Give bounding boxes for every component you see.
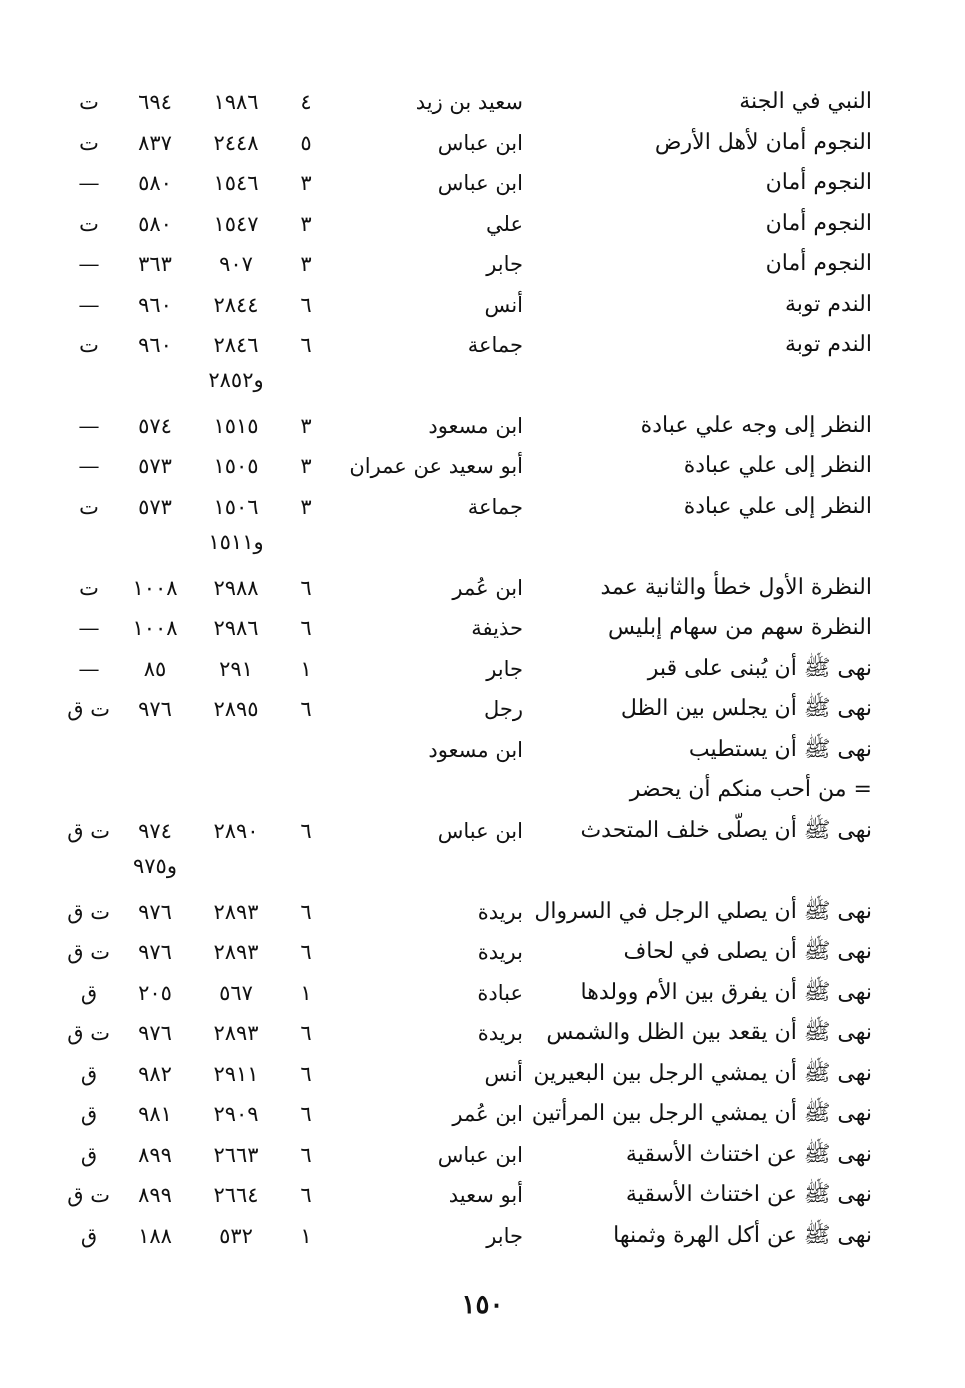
source-mark: — [78,657,100,681]
hadith-number: ٢٦٦٤ [213,1183,259,1207]
volume-number: ٦ [300,616,312,640]
index-row [0,123,965,163]
source-mark: — [78,616,100,640]
source-mark: — [78,252,100,276]
index-row [0,811,965,851]
volume-number [293,846,319,886]
topic-text: النظر إلى وجه علي عبادة [640,413,872,438]
hadith-number [200,730,272,770]
topic-text: نهى ﷺ أن يمشي الرجل بين المرأتين [531,1101,872,1126]
source-mark: ت [79,90,99,114]
page-reference: ٩٦٠ [138,333,172,357]
topic-text: نهى ﷺ أن يستطيب [688,737,872,762]
narrator-name: سعيد بن زيد [415,90,523,114]
index-row [0,244,965,284]
volume-number: ١ [300,981,312,1005]
volume-number: ٦ [300,940,312,964]
narrator-name: أبو سعيد عن عمران [349,454,523,478]
narrator-name: علي [486,212,523,236]
source-mark: — [78,293,100,317]
topic-text: النجوم أمان [765,251,872,276]
volume-number [293,730,319,770]
narrator-name: أنس [484,293,523,317]
source-mark: ت [79,212,99,236]
narrator-name: جماعة [467,495,523,519]
hadith-number: ٢٨٩٥ [213,697,259,721]
hadith-number: ٢٨٤٦ [213,333,259,357]
page-reference: ٩٦٠ [138,293,172,317]
volume-number: ٦ [300,1183,312,1207]
index-row [0,892,965,932]
source-mark: ق [80,1224,98,1248]
narrator-name: بريدة [477,1021,523,1045]
topic-text: نهى ﷺ أن يُبنى على قبر [647,656,872,681]
topic-text: نهى ﷺ أن يصلّى خلف المتحدث [580,818,872,843]
source-mark: ت ق [67,900,110,924]
narrator-name: جماعة [467,333,523,357]
hadith-number: ٢٨٤٤ [213,293,259,317]
index-row [0,730,965,770]
topic-text: النظر إلى علي عبادة [683,494,872,519]
page-reference: و٩٧٥ [133,854,177,878]
volume-number: ٣ [300,495,312,519]
page-reference: ٨٥ [143,657,167,681]
source-mark: — [78,414,100,438]
topic-text: النجوم أمان [765,211,872,236]
page-reference: ٩٧٤ [138,819,172,843]
source-mark [68,770,110,810]
source-mark: ق [80,981,98,1005]
index-row [0,846,965,886]
source-mark: ت [79,495,99,519]
page-reference: ٩٧٦ [138,900,172,924]
index-row [0,608,965,648]
volume-number [293,360,319,400]
source-mark [68,730,110,770]
narrator-name: رجل [483,697,523,721]
page-reference: ٥٧٣ [138,454,172,478]
page-reference: ٥٧٤ [138,414,172,438]
page-reference: ٨٩٩ [138,1143,172,1167]
source-mark: — [78,454,100,478]
page-number: ١٥٠ [461,1290,504,1320]
volume-number: ٣ [300,454,312,478]
volume-number: ٦ [300,697,312,721]
volume-number: ٦ [300,293,312,317]
index-row [0,446,965,486]
index-row [0,487,965,527]
page-reference: ٩٨٢ [138,1062,172,1086]
topic-text: النجوم أمان [765,170,872,195]
volume-number: ٦ [300,819,312,843]
narrator-name: أبو سعيد [448,1183,523,1207]
page-reference [120,360,190,400]
topic-text: النظرة الأول خطأ والثانية عمد [600,575,872,600]
hadith-number: ٩٠٧ [219,252,253,276]
page-reference: ٨٣٧ [138,131,172,155]
source-mark: ت ق [67,1183,110,1207]
index-row [0,1175,965,1215]
topic-text: نهى ﷺ أن يفرق بين الأم وولدها [580,980,872,1005]
narrator-name: ابن عُمر [452,1102,523,1126]
narrator-name: ابن عباس [437,171,523,195]
topic-text: النبي في الجنة [739,89,872,114]
source-mark: ت [79,576,99,600]
volume-number [293,770,319,810]
page-reference: ٩٧٦ [138,697,172,721]
volume-number: ٣ [300,414,312,438]
index-row [0,973,965,1013]
index-row [0,1094,965,1134]
narrator-name: حذيفة [471,616,523,640]
source-mark: ت [79,333,99,357]
topic-text: نهى ﷺ عن اختناث الأسقية [625,1142,872,1167]
topic-text: الندم توبة [784,292,872,317]
topic-text: نهى ﷺ عن اختناث الأسقية [625,1182,872,1207]
source-mark: ق [80,1102,98,1126]
narrator-name: ابن عباس [437,131,523,155]
hadith-number: ٢٩٨٦ [213,616,259,640]
volume-number: ٦ [300,1102,312,1126]
hadith-number: ٥٣٢ [219,1224,253,1248]
source-mark: — [78,171,100,195]
index-row [0,1013,965,1053]
page-reference: ٥٨٠ [138,171,172,195]
index-row [0,285,965,325]
hadith-number: ١٥٠٥ [213,454,259,478]
page-reference: ٩٧٦ [138,1021,172,1045]
hadith-number: ٢٩٠٩ [213,1102,259,1126]
topic-text: = من أحب منكم أن يحضر [629,777,872,802]
page-reference: ٢٠٥ [138,981,172,1005]
volume-number: ٦ [300,576,312,600]
source-mark: ت ق [67,940,110,964]
index-row [0,163,965,203]
volume-number [293,522,319,562]
index-row [0,689,965,729]
volume-number: ٤ [300,90,312,114]
source-mark [68,846,110,886]
index-row [0,1135,965,1175]
topic-text: نهى ﷺ أن يصلى في لحاف [623,939,872,964]
page-reference: ١٨٨ [138,1224,172,1248]
narrator-name: ابن مسعود [428,738,523,762]
volume-number: ٦ [300,1021,312,1045]
source-mark: ت [79,131,99,155]
volume-number: ١ [300,1224,312,1248]
source-mark: ت ق [67,1021,110,1045]
hadith-number: ٢٩٨٨ [213,576,259,600]
narrator-name: ابن عباس [437,819,523,843]
index-row [0,325,965,365]
topic-text: نهى ﷺ أن يصلي الرجل في السروال [534,899,872,924]
page-reference: ٩٧٦ [138,940,172,964]
index-row [0,1216,965,1256]
hadith-number: ٢٤٤٨ [213,131,259,155]
narrator-name: ابن مسعود [428,414,523,438]
volume-number: ٦ [300,1062,312,1086]
hadith-number: ١٥١٥ [213,414,259,438]
narrator-name: جابر [486,252,523,276]
page-reference: ٩٨١ [138,1102,172,1126]
topic-text: نهى ﷺ أن يمشي الرجل بين البعيرين [533,1061,872,1086]
hadith-number [200,846,272,886]
index-row [0,406,965,446]
narrator-name: جابر [486,657,523,681]
volume-number: ٦ [300,900,312,924]
page-reference [120,730,190,770]
page-reference: ٦٩٤ [138,90,172,114]
hadith-number: ١٥٠٦ [213,495,259,519]
volume-number: ٦ [300,1143,312,1167]
index-row [0,360,965,400]
hadith-number: ٢٦٦٣ [213,1143,259,1167]
topic-text: نهى ﷺ أن يجلس بين الظل [620,696,872,721]
page-reference: ١٠٠٨ [132,616,178,640]
volume-number: ٣ [300,252,312,276]
source-mark: ق [80,1062,98,1086]
hadith-number: ٢٨٩٣ [213,900,259,924]
narrator-name: أنس [484,1062,523,1086]
index-row [0,649,965,689]
hadith-number: و٢٨٥٢ [208,368,264,392]
volume-number: ٣ [300,171,312,195]
narrator-name: ابن عُمر [452,576,523,600]
source-mark: ت ق [67,819,110,843]
source-mark: ت ق [67,697,110,721]
index-row [0,1054,965,1094]
source-mark [68,522,110,562]
narrator-name: جابر [486,1224,523,1248]
hadith-number: ٢٩١١ [213,1062,259,1086]
topic-text: النظرة سهم من سهام إبليس [608,615,872,640]
hadith-number [200,770,272,810]
hadith-number: ٢٩١ [219,657,253,681]
narrator-name: بريدة [477,900,523,924]
page-reference: ٨٩٩ [138,1183,172,1207]
volume-number: ١ [300,657,312,681]
narrator-name: عبادة [477,981,523,1005]
topic-text: نهى ﷺ عن أكل الهرة وثمنها [613,1223,872,1248]
volume-number: ٣ [300,212,312,236]
index-row [0,932,965,972]
topic-text: الندم توبة [784,332,872,357]
page-reference: ٥٧٣ [138,495,172,519]
volume-number: ٥ [300,131,312,155]
hadith-number: ١٩٨٦ [213,90,259,114]
page-reference [120,522,190,562]
topic-text: نهى ﷺ أن يقعد بين الظل والشمس [546,1020,872,1045]
hadith-number: ٥٦٧ [219,981,253,1005]
narrator-name: ابن عباس [437,1143,523,1167]
hadith-number: ٢٨٩٣ [213,1021,259,1045]
hadith-number: ١٥٤٧ [213,212,259,236]
topic-text: النظر إلى علي عبادة [683,453,872,478]
source-mark: ق [80,1143,98,1167]
index-row [0,522,965,562]
hadith-number: ٢٨٩٣ [213,940,259,964]
volume-number: ٦ [300,333,312,357]
page-reference: ٥٨٠ [138,212,172,236]
hadith-number: ٢٨٩٠ [213,819,259,843]
index-row [0,204,965,244]
index-row [0,568,965,608]
page-reference: ١٠٠٨ [132,576,178,600]
narrator-name: بريدة [477,940,523,964]
page-reference [120,770,190,810]
hadith-number: و١٥١١ [208,530,264,554]
index-row [0,82,965,122]
page-reference: ٣٦٣ [138,252,172,276]
hadith-number: ١٥٤٦ [213,171,259,195]
source-mark [68,360,110,400]
index-row [0,770,965,810]
topic-text: النجوم أمان لأهل الأرض [654,130,872,155]
